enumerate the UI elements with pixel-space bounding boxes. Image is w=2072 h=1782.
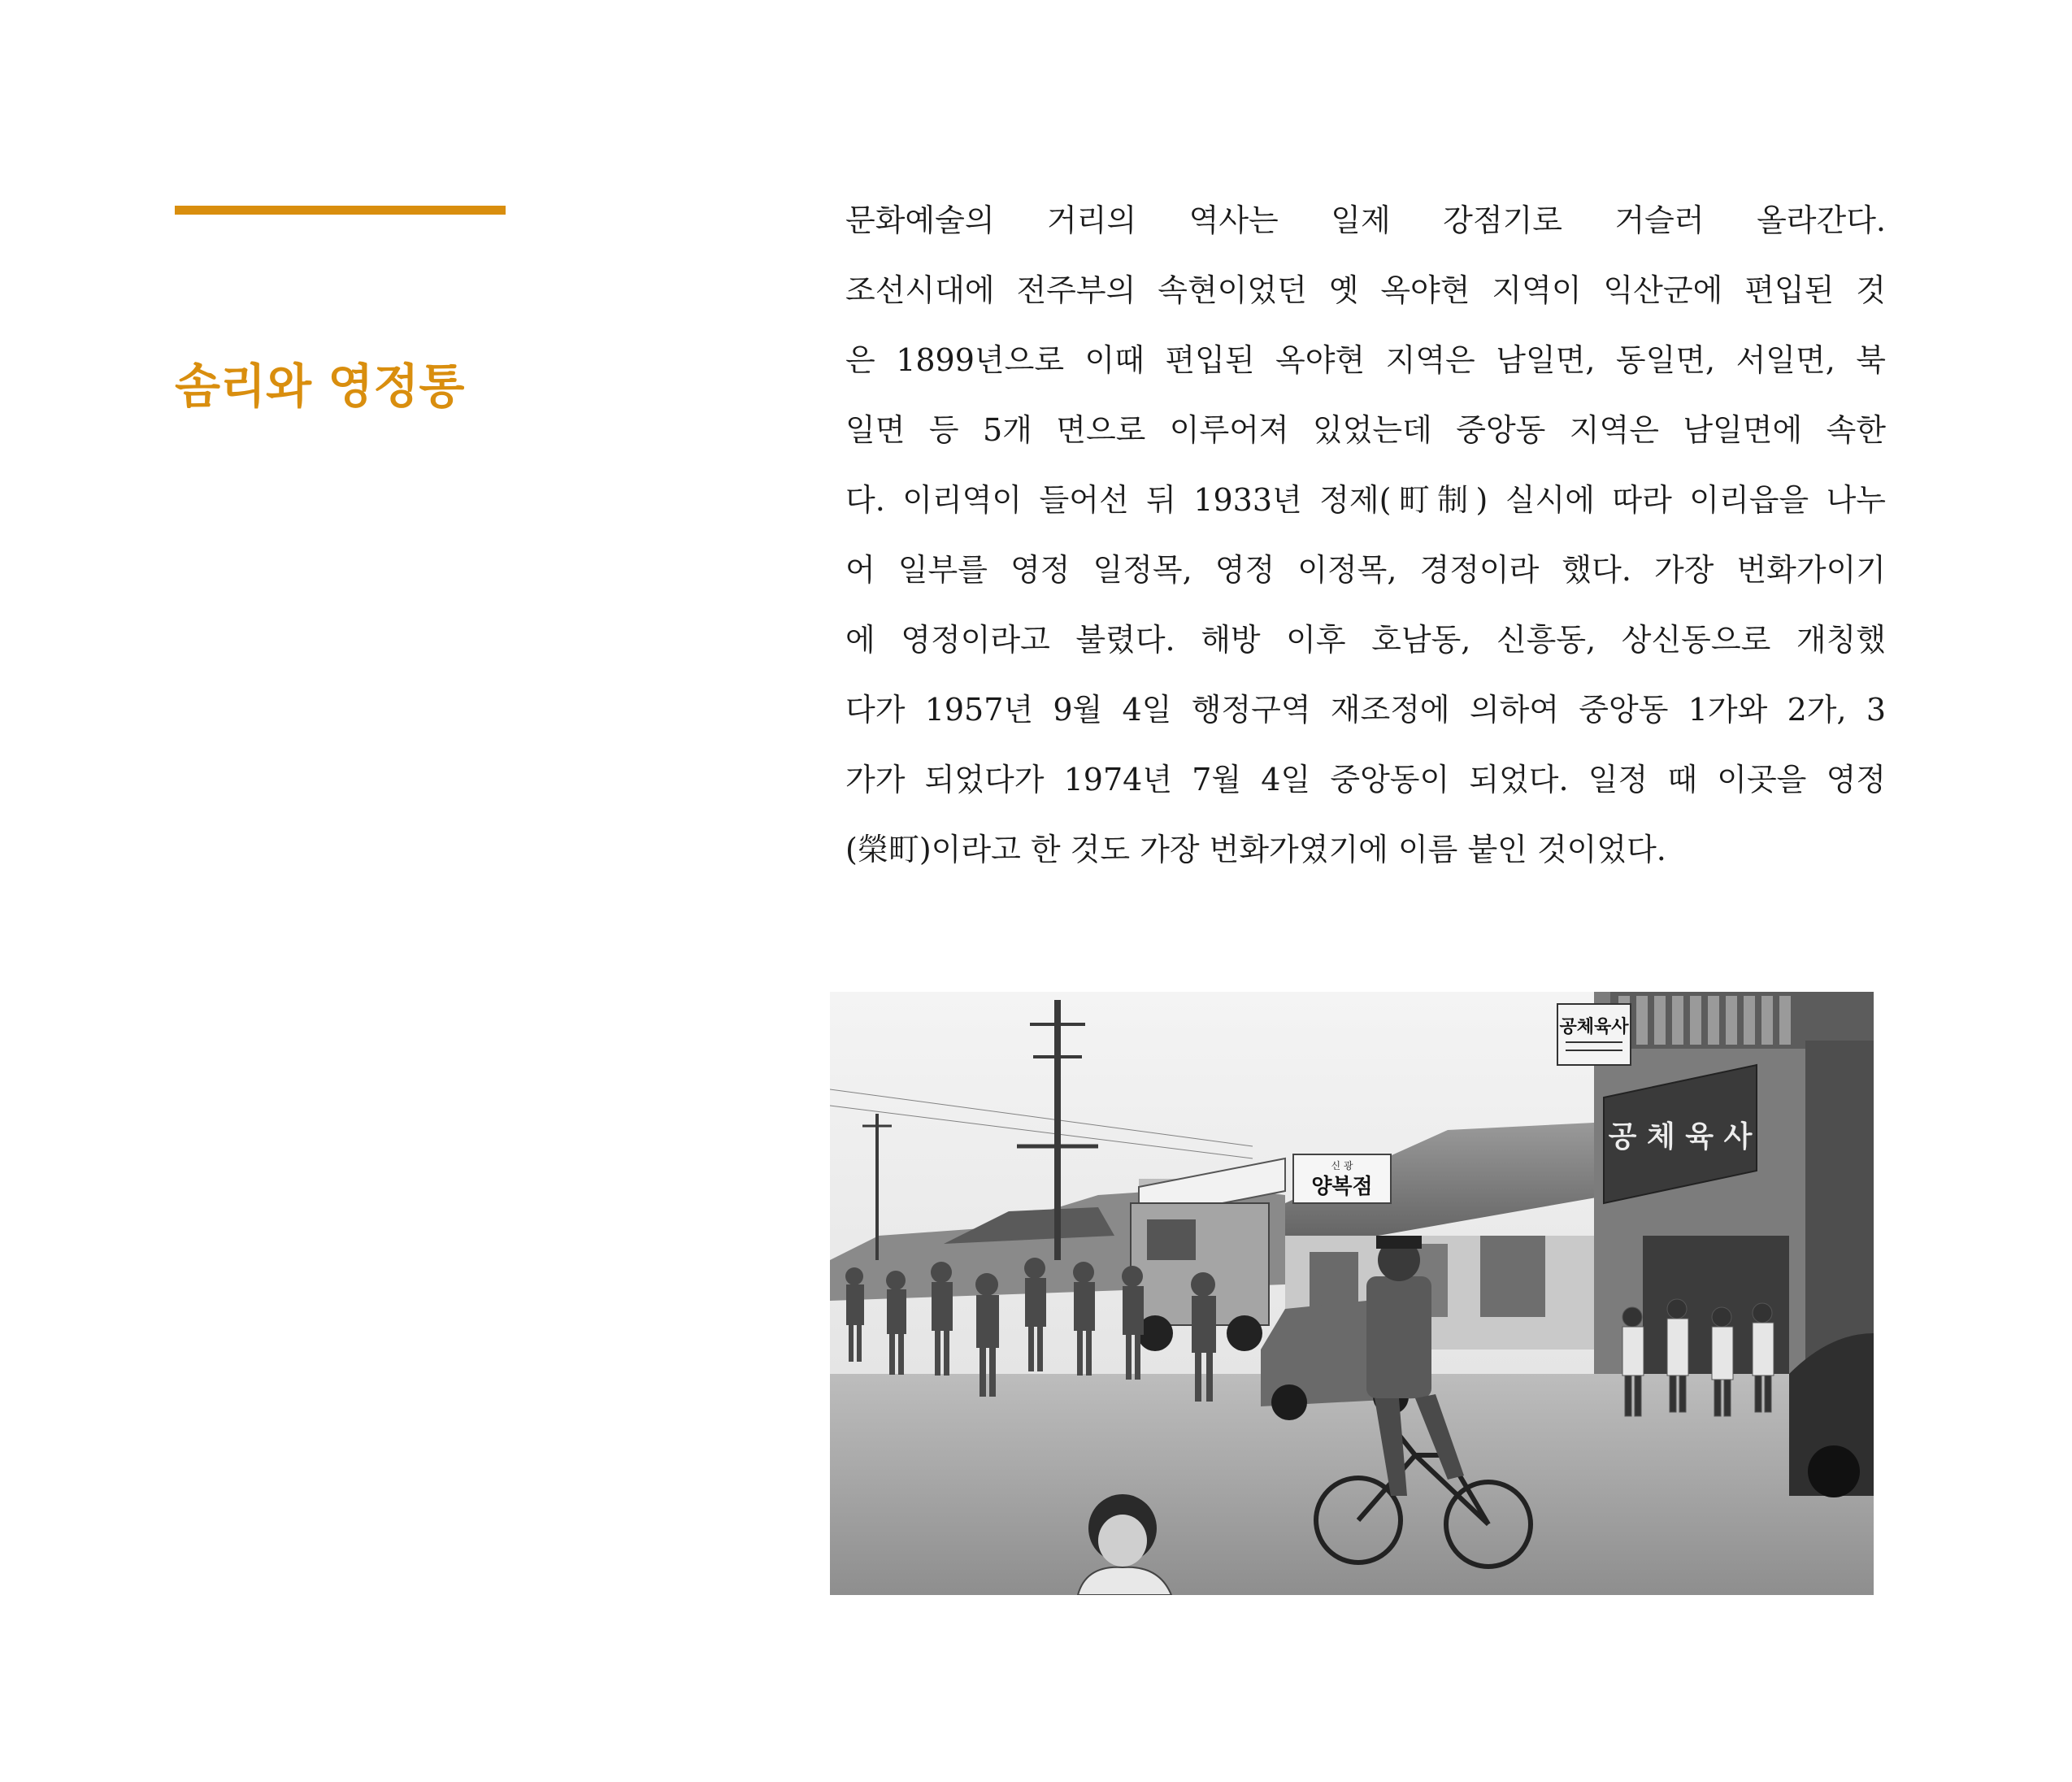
body-line: 일면 등 5개 면으로 이루어져 있었는데 중앙동 지역은 남일면에 속한 <box>845 412 1886 448</box>
body-line: 다. 이리역이 들어선 뒤 1933년 정제(町制) 실시에 따라 이리읍을 나누 <box>845 482 1886 518</box>
body-line: 어 일부를 영정 일정목, 영정 이정목, 경정이라 했다. 가장 번화가이기 <box>845 552 1886 588</box>
sporting-goods-top-sign <box>1557 1004 1631 1065</box>
tailor-sign-label: 양복점 <box>1311 1175 1373 1199</box>
section-title: 솜리와 영정통 <box>175 359 465 414</box>
tailor-sign <box>1293 1154 1391 1203</box>
facade-sign-label: 공 체 육 사 <box>1608 1120 1753 1154</box>
top-sign-label: 공체육사 <box>1559 1017 1629 1037</box>
body-line: 에 영정이라고 불렸다. 해방 이후 호남동, 신흥동, 상신동으로 개칭했 <box>845 622 1886 658</box>
body-line: 조선시대에 전주부의 속현이었던 옛 옥야현 지역이 익산군에 편입된 것 <box>845 272 1886 308</box>
body-line: 가가 되었다가 1974년 7월 4일 중앙동이 되었다. 일정 때 이곳을 영정 <box>845 762 1886 798</box>
body-line: 다가 1957년 9월 4일 행정구역 재조정에 의하여 중앙동 1가와 2가, 3 <box>845 692 1886 728</box>
street-parade-photo <box>830 992 1874 1595</box>
body-line: (榮町)이라고 한 것도 가장 번화가였기에 이름 붙인 것이었다. <box>845 832 1666 867</box>
tailor-sign-small: 신 광 <box>1331 1160 1353 1171</box>
accent-rule <box>175 206 506 215</box>
body-text <box>845 185 1886 884</box>
body-line: 문화예술의 거리의 역사는 일제 강점기로 거슬러 올라간다. <box>845 202 1886 238</box>
body-line: 은 1899년으로 이때 편입된 옥야현 지역은 남일면, 동일면, 서일면, 북 <box>845 342 1886 378</box>
